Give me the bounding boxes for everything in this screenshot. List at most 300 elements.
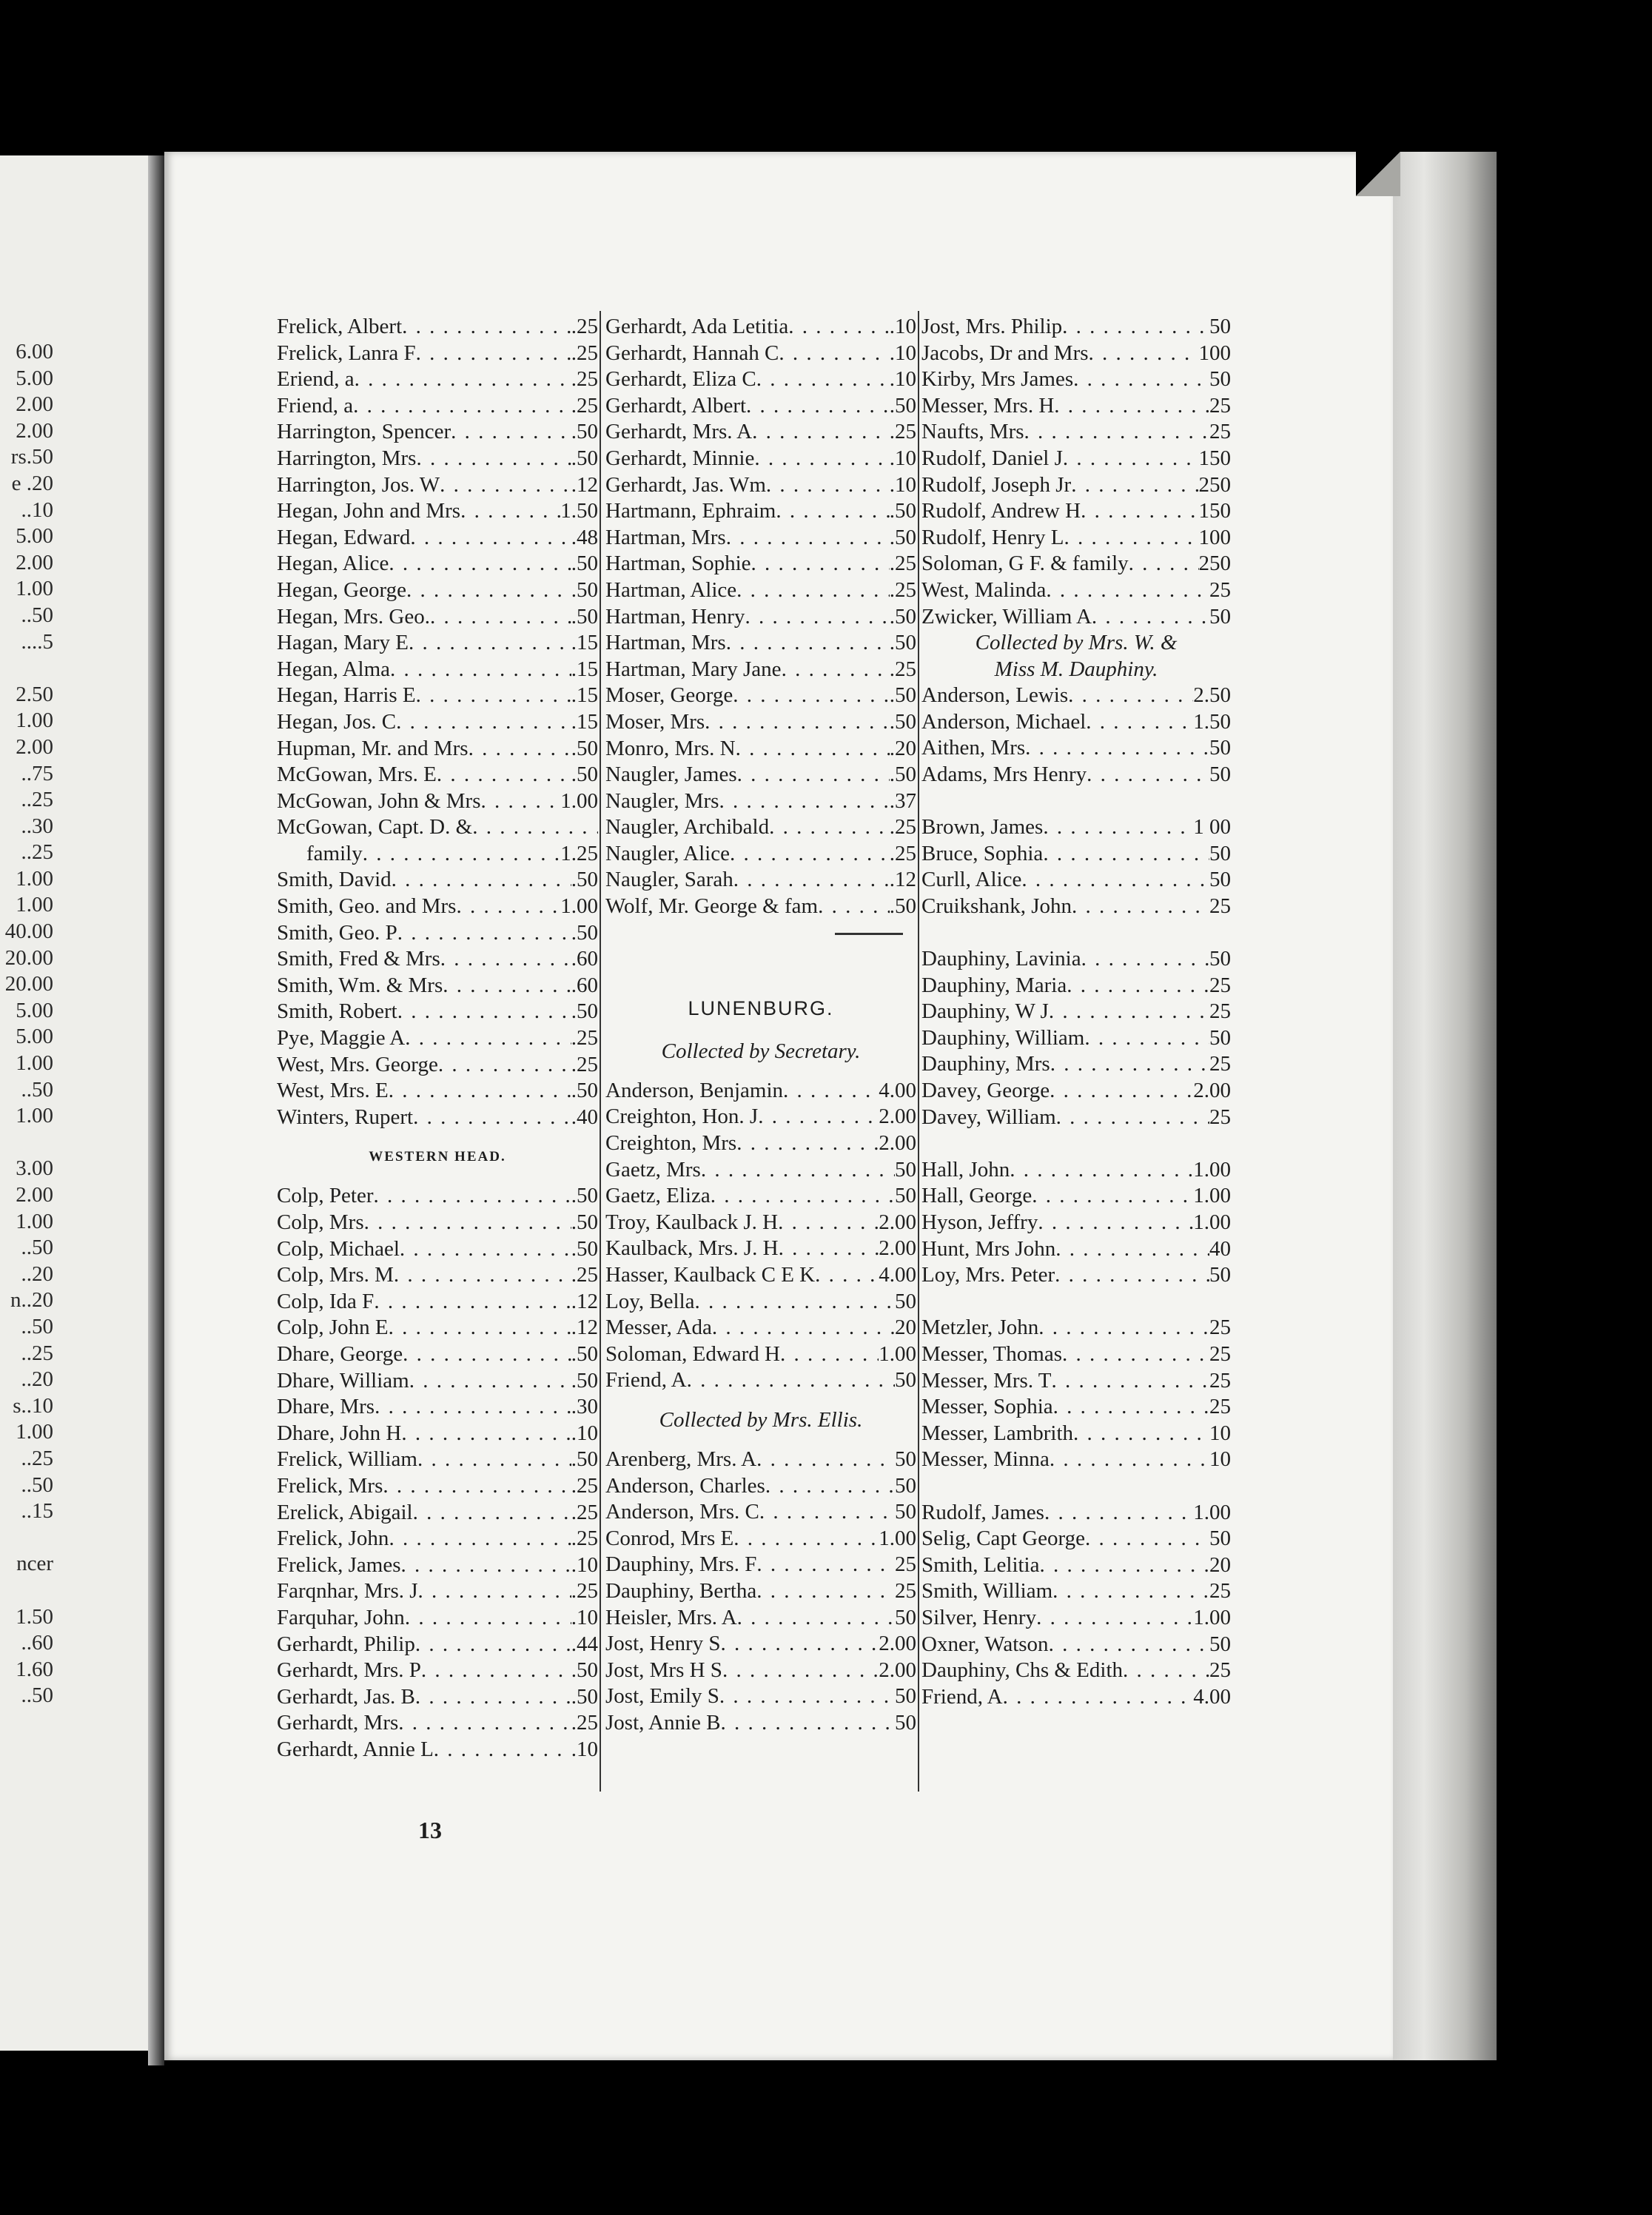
donation-amount: 50	[895, 1157, 916, 1182]
list-item	[277, 1710, 598, 1737]
donor-name: Hegan, Alice	[277, 552, 389, 576]
list-item	[277, 604, 598, 631]
donor-name: Rudolf, James	[921, 1500, 1044, 1524]
donation-amount: 50	[895, 1605, 916, 1629]
donation-amount: .25	[889, 815, 916, 840]
previous-page-amount: ..75	[21, 761, 53, 785]
donation-amount: 20	[1209, 1552, 1231, 1577]
leader-dots	[769, 814, 890, 841]
donor-name: Rudolf, Henry L	[921, 525, 1064, 549]
donor-name: Hegan, Alma	[277, 657, 391, 681]
previous-page-amount: 2.00	[16, 392, 53, 417]
donor-name: Colp, Mrs. M	[277, 1263, 394, 1287]
list-item	[277, 1236, 598, 1263]
book-gutter	[148, 155, 164, 2065]
leader-dots	[460, 498, 560, 525]
donor-name: Arenberg, Mrs. A	[605, 1447, 757, 1471]
leader-dots	[1062, 314, 1209, 341]
leader-dots	[392, 867, 571, 894]
list-item	[605, 788, 916, 815]
donation-amount: 25	[1209, 1052, 1231, 1076]
list-item	[277, 1394, 598, 1421]
leader-dots	[722, 1658, 879, 1684]
list-item	[605, 419, 916, 446]
spacer	[605, 946, 916, 973]
leader-dots	[726, 630, 890, 657]
donor-name: Naugler, Archibald	[605, 815, 770, 840]
leader-dots	[1129, 551, 1199, 577]
previous-page-amount: 2.50	[16, 682, 53, 706]
leader-dots	[733, 1526, 879, 1552]
donation-amount: 2.00	[1193, 1079, 1231, 1103]
leader-dots	[1089, 341, 1199, 367]
donation-amount: .50	[571, 1236, 598, 1261]
donation-amount: 25	[1209, 1341, 1231, 1366]
previous-page-amount: s..10	[13, 1393, 53, 1418]
list-item	[605, 1605, 916, 1632]
donation-amount: .50	[571, 999, 598, 1024]
previous-page-amount	[0, 655, 53, 682]
donor-name: Dauphiny, Lavinia	[921, 947, 1081, 971]
donor-name: Adams, Mrs Henry	[921, 762, 1087, 786]
list-item	[921, 366, 1231, 393]
donor-name: Harrington, Spencer	[277, 420, 451, 444]
donor-name: Naugler, Sarah	[605, 868, 733, 892]
donation-amount: 50	[1209, 868, 1231, 892]
previous-page-amount: ..20	[21, 1367, 53, 1392]
list-item	[605, 1130, 916, 1157]
donor-name: Brown, James	[921, 815, 1044, 840]
donor-name: Gerhardt, Jas. Wm	[605, 472, 766, 497]
donation-amount: 1.00	[1193, 1605, 1231, 1629]
donor-name: Curll, Alice	[921, 868, 1022, 892]
spacer	[921, 1130, 1231, 1157]
leader-dots	[1043, 841, 1209, 868]
donation-amount: .50	[571, 604, 598, 629]
leader-dots	[758, 1104, 879, 1130]
leader-dots	[1043, 814, 1193, 841]
donation-amount: .25	[571, 1473, 598, 1498]
donation-amount: .10	[571, 1421, 598, 1445]
list-item	[277, 1262, 598, 1289]
leader-dots	[788, 314, 890, 341]
previous-page-amount: 1.60	[16, 1657, 53, 1681]
list-item	[921, 1341, 1231, 1368]
list-item	[605, 894, 916, 920]
donor-name: Creighton, Mrs	[605, 1131, 737, 1156]
leader-dots	[396, 709, 571, 736]
leader-dots	[726, 525, 890, 552]
leader-dots	[1056, 1105, 1209, 1131]
list-item	[277, 446, 598, 472]
list-item	[277, 657, 598, 683]
donation-amount: 1.00	[1193, 1184, 1231, 1208]
list-item	[921, 683, 1231, 709]
donation-amount: .25	[889, 552, 916, 576]
leader-dots	[456, 894, 560, 920]
leader-dots	[1054, 393, 1209, 420]
list-item	[921, 393, 1231, 420]
donation-amount: .25	[571, 341, 598, 365]
previous-page-amount: e .20	[11, 471, 53, 495]
donation-amount: 25	[1209, 420, 1231, 444]
donor-name: Gerhardt, Ada Letitia	[605, 315, 789, 338]
list-item	[605, 1683, 916, 1710]
donation-amount: 50	[1209, 947, 1231, 971]
collector-heading: Collected by Mrs. Ellis.	[659, 1407, 863, 1432]
donation-amount: 50	[1209, 762, 1231, 786]
list-item	[605, 472, 916, 499]
donation-amount: .50	[889, 894, 916, 919]
donation-amount: 250	[1198, 472, 1231, 497]
previous-page-amount: ncer	[16, 1552, 53, 1576]
leader-dots	[701, 1157, 895, 1184]
list-item	[921, 472, 1231, 499]
list-item	[605, 1183, 916, 1210]
list-item	[277, 525, 598, 552]
donor-name: Colp, Michael	[277, 1236, 400, 1261]
list-item	[277, 498, 598, 525]
donor-name: Zwicker, William A	[921, 604, 1092, 629]
leader-dots	[397, 920, 571, 947]
list-item	[605, 1631, 916, 1658]
previous-page-amount: 1.00	[16, 1104, 53, 1128]
leader-dots	[737, 762, 890, 788]
leader-dots	[410, 525, 571, 552]
donor-name: Dauphiny, W J	[921, 999, 1049, 1024]
list-item	[921, 1315, 1231, 1341]
previous-page-amount: ..25	[21, 1341, 53, 1365]
donor-name: Smith, Robert	[277, 999, 397, 1024]
list-item	[605, 1710, 916, 1737]
leader-dots	[815, 1262, 879, 1289]
list-item	[277, 1447, 598, 1473]
leader-dots	[1050, 1447, 1209, 1473]
leader-dots	[1053, 1394, 1209, 1421]
previous-page-amount: 2.00	[16, 418, 53, 443]
donation-amount: 1.00	[879, 1341, 916, 1366]
list-item	[921, 446, 1231, 472]
donor-name: Hartman, Mrs	[605, 631, 726, 655]
previous-page-amount: ..60	[21, 1631, 53, 1655]
donor-name: Dhare, John H	[277, 1421, 402, 1445]
list-item	[921, 1500, 1231, 1527]
previous-page-amount	[0, 1578, 53, 1604]
leader-dots	[355, 366, 571, 393]
list-item	[605, 577, 916, 604]
donor-name: Dauphiny, Chs & Edith	[921, 1658, 1124, 1683]
donation-amount: 50	[1209, 315, 1231, 338]
leader-dots	[712, 1315, 895, 1341]
donation-amount: .12	[571, 1289, 598, 1313]
list-item	[921, 762, 1231, 788]
donor-name: Davey, George	[921, 1079, 1050, 1103]
previous-page-amount: ..50	[21, 1077, 53, 1102]
list-item	[277, 788, 598, 815]
donation-amount: 1 00	[1193, 815, 1231, 840]
previous-page-amount: 1.50	[16, 1604, 53, 1629]
donation-amount: .10	[889, 341, 916, 365]
donation-amount: .12	[571, 472, 598, 497]
donor-name: Smith, Fred & Mrs	[277, 947, 440, 971]
list-item	[605, 1315, 916, 1341]
donor-name: Hartman, Mrs	[605, 525, 726, 549]
donor-name: Smith, William	[921, 1579, 1053, 1604]
column-3	[921, 314, 1231, 1710]
column-divider	[600, 311, 601, 1792]
list-item	[921, 1447, 1231, 1473]
donor-name: Jost, Emily S	[605, 1684, 719, 1709]
donation-amount: .60	[571, 973, 598, 997]
donation-amount: 50	[895, 1684, 916, 1709]
list-item	[605, 1157, 916, 1184]
list-item	[277, 341, 598, 367]
leader-dots	[364, 1210, 571, 1236]
leader-dots	[421, 1658, 571, 1684]
leader-dots	[451, 419, 571, 446]
list-item	[277, 1052, 598, 1079]
donation-amount: 1.00	[1193, 1500, 1231, 1524]
leader-dots	[472, 814, 598, 841]
list-item	[605, 1526, 916, 1552]
list-item	[277, 1368, 598, 1395]
column-divider	[918, 311, 919, 1792]
previous-page-amount: ..15	[21, 1499, 53, 1524]
leader-dots	[1038, 1315, 1209, 1341]
list-item	[605, 683, 916, 709]
donor-name: Anderson, Mrs. C	[605, 1500, 759, 1524]
donor-name: Frelick, James	[277, 1552, 401, 1577]
leader-dots	[1050, 1078, 1193, 1105]
leader-dots	[440, 946, 571, 973]
list-item	[605, 1104, 916, 1130]
donation-amount: 1.00	[1193, 1157, 1231, 1182]
column-2	[605, 314, 916, 1737]
donation-amount: 50	[895, 1710, 916, 1735]
donation-amount: 10	[1209, 1421, 1231, 1445]
list-item	[277, 630, 598, 657]
donor-name: Gerhardt, Annie L	[277, 1737, 434, 1761]
donor-name: Anderson, Benjamin	[605, 1078, 784, 1102]
donor-name: Oxner, Watson	[921, 1632, 1049, 1656]
donation-amount: .48	[571, 525, 598, 549]
leader-dots	[1063, 446, 1199, 472]
donor-name: Dhare, William	[277, 1368, 409, 1393]
donation-amount: 50	[1209, 1263, 1231, 1287]
leader-dots	[782, 657, 890, 683]
spacer	[921, 1289, 1231, 1316]
donation-amount: .25	[571, 1263, 598, 1287]
donation-amount: 25	[1209, 393, 1231, 418]
previous-page-amount: 3.00	[16, 1156, 53, 1181]
leader-dots	[1123, 1658, 1209, 1684]
donation-amount: 20	[895, 1316, 916, 1340]
donor-name: Gerhardt, Philip	[277, 1632, 415, 1656]
leader-dots	[736, 1130, 879, 1157]
donor-name: Frelick, Albert	[277, 315, 403, 338]
leader-dots	[1032, 1183, 1193, 1210]
leader-dots	[437, 762, 571, 788]
donor-name: Friend, A	[921, 1684, 1003, 1709]
donor-name: Dhare, Mrs	[277, 1395, 375, 1419]
list-item	[921, 1605, 1231, 1632]
donor-name: Dauphiny, Mrs. F	[605, 1552, 757, 1577]
list-item	[921, 946, 1231, 973]
donor-name: West, Mrs. George	[277, 1052, 438, 1076]
previous-page-amount: ..30	[21, 814, 53, 838]
donor-name: Gaetz, Mrs	[605, 1157, 701, 1182]
list-item	[605, 525, 916, 552]
donation-amount: 100	[1198, 525, 1231, 549]
previous-page-amount: rs.50	[10, 445, 53, 469]
leader-dots	[390, 657, 571, 683]
donation-amount: 1.00	[1193, 1210, 1231, 1234]
list-item	[605, 551, 916, 577]
list-item	[921, 1157, 1231, 1184]
leader-dots	[374, 1289, 571, 1316]
donation-amount: .25	[571, 393, 598, 418]
previous-page-amounts	[0, 339, 53, 1709]
donor-name: Soloman, G F. & family	[921, 552, 1129, 576]
donor-name: Dauphiny, Maria	[921, 973, 1067, 997]
list-item	[277, 999, 598, 1025]
leader-dots	[719, 1683, 895, 1710]
previous-page-amount: 20.00	[4, 972, 53, 996]
list-item	[605, 1367, 916, 1394]
donor-name: Cruikshank, John	[921, 894, 1072, 918]
list-item	[921, 1025, 1231, 1052]
donor-name: Gerhardt, Minnie	[605, 446, 755, 470]
list-item	[605, 1499, 916, 1526]
donor-name: Gerhardt, Eliza C	[605, 367, 756, 392]
donor-name: Monro, Mrs. N	[605, 736, 736, 760]
donor-name: Creighton, Hon. J	[605, 1105, 759, 1129]
leader-dots	[389, 1526, 571, 1552]
leader-dots	[415, 1632, 571, 1658]
list-item	[277, 1289, 598, 1316]
leader-dots	[779, 341, 889, 367]
list-item	[605, 314, 916, 341]
list-item	[605, 736, 916, 763]
leader-dots	[759, 1499, 895, 1526]
leader-dots	[1073, 1421, 1209, 1447]
donation-amount: .50	[571, 1184, 598, 1208]
leader-dots	[1021, 867, 1209, 894]
list-item	[605, 341, 916, 367]
donation-amount: .50	[571, 736, 598, 760]
donor-name: Selig, Capt George	[921, 1527, 1085, 1551]
donor-name: Hegan, Mrs. Geo.	[277, 604, 430, 629]
previous-page-amount: 5.00	[16, 366, 53, 390]
donation-amount: .25	[889, 841, 916, 865]
leader-dots	[776, 498, 889, 525]
list-item	[277, 472, 598, 499]
list-item	[921, 525, 1231, 552]
donor-name: Jost, Mrs. Philip	[921, 315, 1063, 338]
spacer	[921, 788, 1231, 815]
leader-dots	[389, 1078, 571, 1105]
list-item	[921, 1526, 1231, 1552]
donor-name: Frelick, Mrs	[277, 1473, 383, 1498]
donor-name: Smith, David	[277, 868, 392, 892]
donation-amount: .50	[571, 763, 598, 787]
donor-name: Hegan, Edward	[277, 525, 411, 549]
leader-dots	[409, 630, 571, 657]
section-rule	[605, 920, 916, 947]
list-item	[921, 1262, 1231, 1289]
leader-dots	[363, 841, 561, 868]
donation-amount: 2.00	[879, 1658, 916, 1682]
donor-name: Hartman, Sophie	[605, 552, 751, 576]
list-item	[277, 814, 598, 841]
leader-dots	[413, 1105, 571, 1131]
donation-amount: .30	[571, 1395, 598, 1419]
donation-amount: .25	[571, 315, 598, 338]
previous-page-amount: 2.00	[16, 550, 53, 574]
donation-amount: 10	[1209, 1447, 1231, 1472]
leader-dots	[413, 1500, 571, 1527]
donor-name: Hartmann, Ephraim	[605, 499, 776, 523]
donor-name: Hyson, Jeffry	[921, 1210, 1038, 1234]
leader-dots	[733, 683, 889, 709]
donor-name: Naugler, James	[605, 763, 737, 787]
leader-dots	[405, 1605, 571, 1632]
leader-dots	[720, 1631, 879, 1658]
donation-amount: 50	[1209, 604, 1231, 629]
leader-dots	[417, 1447, 571, 1473]
list-item	[921, 341, 1231, 367]
donor-name: Friend, a	[277, 393, 354, 418]
donation-amount: 25	[1209, 577, 1231, 602]
previous-page-amount: ..25	[21, 788, 53, 812]
donor-name: Davey, William	[921, 1105, 1056, 1129]
leader-dots	[736, 577, 890, 604]
previous-page-amount: ....5	[21, 629, 53, 654]
donor-name: Anderson, Lewis	[921, 683, 1069, 708]
donation-amount: 50	[895, 1368, 916, 1393]
list-item	[605, 841, 916, 868]
list-item	[605, 446, 916, 472]
leader-dots	[401, 1552, 571, 1579]
leader-dots	[737, 1605, 895, 1632]
donor-name: Messer, Minna	[921, 1447, 1050, 1472]
donation-amount: 50	[895, 1473, 916, 1498]
leader-dots	[409, 1368, 571, 1395]
donation-amount: 2.00	[879, 1236, 916, 1261]
list-item	[605, 1078, 916, 1105]
list-item	[605, 657, 916, 683]
list-item	[605, 1210, 916, 1236]
previous-page-amount: ..50	[21, 1472, 53, 1497]
list-item	[277, 393, 598, 420]
leader-dots	[405, 1025, 571, 1052]
donor-name: Smith, Geo. and Mrs	[277, 894, 457, 919]
leader-dots	[389, 1315, 571, 1341]
donation-amount: 1.00	[560, 894, 598, 919]
list-item	[277, 1552, 598, 1579]
list-item	[277, 973, 598, 999]
donation-amount: .10	[571, 1552, 598, 1577]
list-item	[605, 1473, 916, 1500]
list-item	[921, 314, 1231, 341]
donor-name: Dauphiny, Mrs	[921, 1052, 1050, 1076]
donation-amount: 50	[1209, 1527, 1231, 1551]
donation-amount: .12	[571, 1316, 598, 1340]
donor-name: Messer, Thomas	[921, 1341, 1063, 1366]
donation-amount: 25	[895, 1578, 916, 1603]
list-item	[921, 1552, 1231, 1579]
donor-name: McGowan, Mrs. E	[277, 763, 437, 787]
